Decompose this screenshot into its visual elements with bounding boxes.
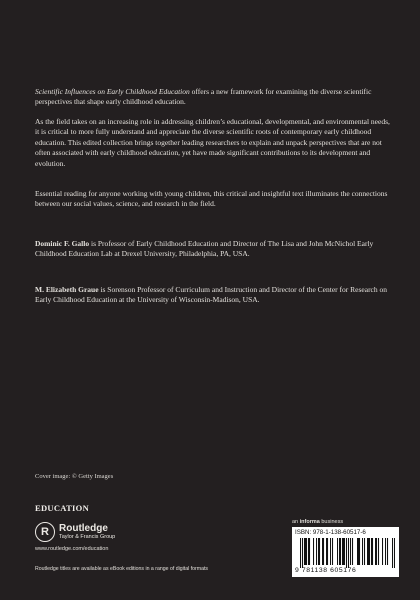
barcode-bar <box>332 538 333 565</box>
barcode-bar <box>346 538 347 568</box>
barcode-bar <box>387 538 388 565</box>
description-text: As the field takes on an increasing role in addressing children’s educational, developmental, and environmental needs, it is critical to more fully understand and appreciate the diverse scientific roots of contemporary early childhood education. This edited collection brings together leading researchers to explain and unpack perspectives that are not often associated with early childhood education, yet have made significant contributions to its development and evolution. <box>35 117 390 168</box>
barcode-bar <box>313 538 314 565</box>
author-bio <box>35 239 390 260</box>
barcode-bar <box>322 538 323 565</box>
routledge-logo-icon <box>35 522 55 542</box>
author-name: M. Elizabeth Graue <box>35 285 99 294</box>
publisher-group: Taylor & Francis Group <box>59 534 116 540</box>
ebook-availability-note: Routledge titles are available as eBook editions in a range of digital formats <box>35 566 209 572</box>
isbn-barcode <box>292 527 399 577</box>
subject-category: EDUCATION <box>35 503 90 513</box>
barcode-bar <box>378 538 379 565</box>
description-paragraph <box>35 117 390 169</box>
barcode-bar <box>300 538 301 568</box>
publisher-wordmark <box>59 523 115 541</box>
barcode-bar <box>337 538 338 565</box>
barcode-bar <box>375 538 376 565</box>
barcode-bar <box>342 538 343 565</box>
barcode-bar <box>369 538 370 565</box>
logo-letter: R <box>41 525 49 538</box>
barcode-bar <box>330 538 331 565</box>
barcode-bar <box>358 538 359 565</box>
informa-prefix: an <box>292 519 300 525</box>
book-title: Scientific Influences on Early Childhood Education <box>35 87 190 96</box>
barcode-bar <box>372 538 373 565</box>
endorsement-paragraph <box>35 189 390 210</box>
isbn-label: ISBN: 978-1-138-60517-6 <box>295 529 366 536</box>
barcode-bar <box>318 538 319 565</box>
barcode-bar <box>308 538 309 565</box>
barcode-bar <box>352 538 353 565</box>
barcode-bar <box>339 538 340 565</box>
barcode-bar <box>319 538 320 565</box>
barcode-bar <box>343 538 344 565</box>
barcode-bar <box>382 538 383 565</box>
intro-paragraph <box>35 87 390 108</box>
barcode-bar <box>309 538 310 565</box>
endorsement-text: Essential reading for anyone working with young children, this critical and insightful text illuminates the connections between our social values, science, and research in the field. <box>35 189 388 209</box>
barcode-bar <box>348 538 349 568</box>
barcode-bar <box>340 538 341 565</box>
barcode-bar <box>304 538 305 565</box>
barcode-bar <box>394 538 395 568</box>
barcode-bar <box>357 538 358 565</box>
barcode-bar <box>364 538 365 565</box>
informa-brand: informa <box>299 519 320 525</box>
barcode-bar <box>350 538 351 565</box>
barcode-bar <box>316 538 317 565</box>
barcode-bar <box>368 538 369 565</box>
barcode-bar <box>323 538 324 565</box>
informa-business-label <box>292 519 343 525</box>
author-bio <box>35 285 390 306</box>
author-name: Dominic F. Gallo <box>35 239 90 248</box>
barcode-bar <box>305 538 306 565</box>
informa-suffix: business <box>319 519 344 525</box>
author-bio-text: is Sorenson Professor of Curriculum and Instruction and Director of the Center for Research on Early Childhood Education at the University of Wisconsin-Madison, USA. <box>35 285 388 305</box>
barcode-bar <box>376 538 377 565</box>
barcode-bar <box>344 538 345 565</box>
barcode-bar <box>326 538 327 565</box>
intro-text: offers a new framework for examining the diverse scientific perspectives that shape early childhood education. <box>35 87 372 107</box>
barcode-bar <box>306 538 307 565</box>
barcode-icon <box>300 538 395 568</box>
author-bio-text: is Professor of Early Childhood Education and Director of The Lisa and John McNichol Early Childhood Education Lab at Drexel University, Philadelphia, PA, USA. <box>35 239 374 259</box>
publisher-website: www.routledge.com/education <box>35 546 109 552</box>
barcode-bar <box>371 538 372 565</box>
barcode-bar <box>362 538 363 565</box>
barcode-bar <box>359 538 360 565</box>
barcode-bar <box>327 538 328 565</box>
barcode-bar <box>392 538 393 568</box>
barcode-bar <box>385 538 386 565</box>
barcode-digits: 9 781138 605176 <box>295 567 357 574</box>
publisher-logo <box>35 522 115 542</box>
barcode-bar <box>367 538 368 565</box>
cover-image-credit: Cover image: © Getty Images <box>35 473 114 480</box>
publisher-name: Routledge <box>59 523 108 534</box>
barcode-bar <box>302 538 303 568</box>
